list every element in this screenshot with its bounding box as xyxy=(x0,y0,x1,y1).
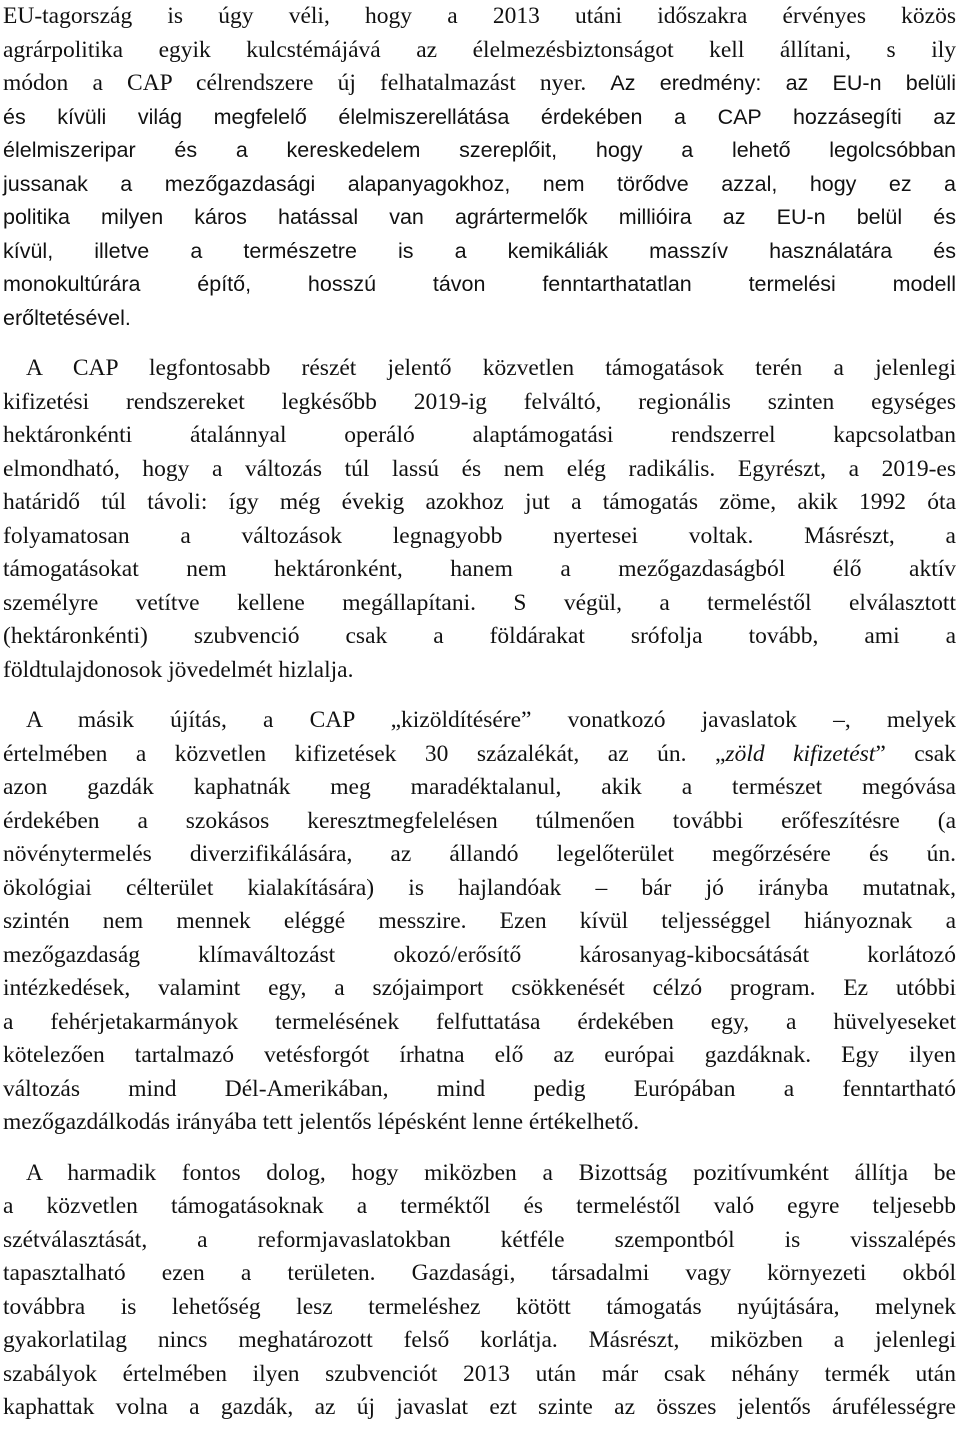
text-line xyxy=(3,1006,956,1040)
text-line xyxy=(3,771,956,805)
text-line xyxy=(3,1190,956,1224)
text-line xyxy=(3,905,956,939)
text-run: A harmadik fontos dolog, hogy miközben a Bizottság pozitívumként állítja be xyxy=(26,1159,956,1186)
text-run: érdekében a szokásos keresztmegfelelésen túlmenően további erőfeszítésre (a xyxy=(3,807,956,834)
text-run: szabályok értelmében ilyen szubvenciót 2013 után már csak néhány termék után xyxy=(3,1360,956,1387)
text-run: értelmében a közvetlen kifizetések 30 százalékát, az ún. „ xyxy=(3,740,726,767)
text-run: a fehérjetakarmányok termelésének felfuttatása érdekében egy, a hüvelyeseket xyxy=(3,1008,956,1035)
text-run: A CAP legfontosabb részét jelentő közvetlen támogatások terén a jelenlegi xyxy=(26,355,956,381)
text-run: politika milyen káros hatással van agrártermelők millióira az EU-n belül és xyxy=(3,205,956,229)
text-run: gyakorlatilag nincs meghatározott felső korlátja. Másrészt, miközben a jelenlegi xyxy=(3,1327,956,1353)
text-line xyxy=(3,1224,956,1258)
text-run: támogatásokat nem hektáronként, hanem a mezőgazdaságból élő aktív xyxy=(3,556,956,582)
text-line xyxy=(3,1291,956,1325)
text-line xyxy=(3,453,956,487)
text-line xyxy=(3,838,956,872)
text-run: A másik újítás, a CAP „kizöldítésére” vonatkozó javaslatok –, melyek xyxy=(26,707,956,733)
text-line xyxy=(3,1391,956,1425)
text-run: ” csak xyxy=(875,740,956,767)
text-line xyxy=(3,67,956,101)
text-line xyxy=(3,1073,956,1107)
text-run: monokultúrára építő, hosszú távon fenntarthatatlan termelési modell xyxy=(3,272,956,296)
text-run: folyamatosan a változások legnagyobb nyertesei voltak. Másrészt, a xyxy=(3,522,956,549)
text-line xyxy=(3,654,956,688)
text-line xyxy=(3,268,956,302)
italic-term: zöld kifizetést xyxy=(725,740,876,767)
text-run: szétválasztását, a reformjavaslatokban kétféle szempontból is visszalépés xyxy=(3,1226,956,1253)
text-line xyxy=(3,302,956,336)
text-line xyxy=(3,939,956,973)
text-run: agrárpolitika egyik kulcstémájává az élelmezésbiztonságot kell állítani, s ily xyxy=(3,36,956,63)
text-run: tapasztalható ezen a területen. Gazdasági, társadalmi vagy környezeti okból xyxy=(3,1260,956,1286)
paragraph-spacing xyxy=(3,335,956,352)
text-run: erőltetésével. xyxy=(3,305,131,330)
text-line xyxy=(3,1039,956,1073)
text-run: kívül, illetve a természetre is a kemikáliák masszív használatára és xyxy=(3,238,956,263)
text-run: továbbra is lehetőség lesz termeléshez kötött támogatás nyújtására, melynek xyxy=(3,1293,956,1320)
text-line xyxy=(3,1157,956,1191)
text-run: mezőgazdaság klímaváltozást okozó/erősítő károsanyag-kibocsátását korlátozó xyxy=(3,941,956,968)
text-run: szintén nem mennek eléggé messzire. Ezen kívül teljességgel hiányoznak a xyxy=(3,908,956,934)
text-line xyxy=(3,553,956,587)
text-run: mezőgazdálkodás irányába tett jelentős lépésként lenne értékelhető. xyxy=(3,1109,640,1135)
text-run: ökológiai célterület kialakítására) is hajlandóak – bár jó irányba mutatnak, xyxy=(3,874,956,901)
text-line xyxy=(3,34,956,68)
text-line xyxy=(3,704,956,738)
text-line xyxy=(3,101,956,135)
text-line xyxy=(3,168,956,202)
text-run: jussanak a mezőgazdasági alapanyagokhoz, nem törődve azzal, hogy ez a xyxy=(3,171,956,196)
text-line xyxy=(3,134,956,168)
text-run: és kívüli világ megfelelő élelmiszerellátása érdekében a CAP hozzásegíti az xyxy=(3,104,956,129)
document-page xyxy=(3,0,956,1425)
text-run: hektáronkénti átalánnyal operáló alaptámogatási rendszerrel kapcsolatban xyxy=(3,422,956,448)
text-line xyxy=(3,872,956,906)
text-line xyxy=(3,972,956,1006)
text-line xyxy=(3,1324,956,1358)
text-run: változás mind Dél-Amerikában, mind pedig Európában a fenntartható xyxy=(3,1075,956,1102)
text-line xyxy=(3,486,956,520)
text-line xyxy=(3,386,956,420)
text-run: Az eredmény: az EU-n belüli xyxy=(610,71,956,95)
text-line xyxy=(3,1106,956,1140)
text-line xyxy=(3,620,956,654)
text-run: azon gazdák kaphatnák meg maradéktalanul, akik a természet megóvása xyxy=(3,774,956,800)
text-line xyxy=(3,520,956,554)
paragraph-4 xyxy=(3,1157,956,1425)
text-line xyxy=(3,738,956,772)
text-run: kötelezően tartalmazó vetésforgót írhatna elő az európai gazdáknak. Egy ilyen xyxy=(3,1042,956,1068)
text-run: növénytermelés diverzifikálására, az állandó legelőterület megőrzésére és ún. xyxy=(3,841,956,867)
paragraph-spacing xyxy=(3,1140,956,1157)
text-line xyxy=(3,1257,956,1291)
text-run: intézkedések, valamint egy, a szójaimport csökkenését célzó program. Ez utóbbi xyxy=(3,975,956,1001)
text-run: kaphattak volna a gazdák, az új javaslat ezt szinte az összes jelentős árufélességre xyxy=(3,1394,956,1420)
text-line xyxy=(3,805,956,839)
paragraph-2 xyxy=(3,352,956,687)
text-run: határidő túl távoli: így még évekig azokhoz jut a támogatás zöme, akik 1992 óta xyxy=(3,489,956,515)
text-run: élelmiszeripar és a kereskedelem szereplőit, hogy a lehető legolcsóbban xyxy=(3,138,956,162)
text-run: (hektáronkénti) szubvenció csak a földárakat srófolja tovább, ami a xyxy=(3,623,956,649)
text-line xyxy=(3,235,956,269)
text-run: módon a CAP célrendszere új felhatalmazást nyer. xyxy=(3,70,611,96)
text-line xyxy=(3,201,956,235)
text-run: kifizetési rendszereket legkésőbb 2019-ig felváltó, regionális szinten egységes xyxy=(3,388,956,415)
paragraph-1 xyxy=(3,0,956,335)
text-line xyxy=(3,587,956,621)
text-line xyxy=(3,0,956,34)
text-line xyxy=(3,1358,956,1392)
text-line xyxy=(3,352,956,386)
text-run: földtulajdonosok jövedelmét hizlalja. xyxy=(3,656,354,683)
text-run: EU-tagország is úgy véli, hogy a 2013 utáni időszakra érvényes közös xyxy=(3,3,956,29)
text-run: elmondható, hogy a változás túl lassú és nem elég radikális. Egyrészt, a 2019-es xyxy=(3,455,956,482)
paragraph-spacing xyxy=(3,687,956,704)
paragraph-3 xyxy=(3,704,956,1140)
text-run: személyre vetítve kellene megállapítani. S végül, a termeléstől elválasztott xyxy=(3,589,956,616)
text-line xyxy=(3,419,956,453)
text-run: a közvetlen támogatásoknak a terméktől és termeléstől való egyre teljesebb xyxy=(3,1193,956,1219)
